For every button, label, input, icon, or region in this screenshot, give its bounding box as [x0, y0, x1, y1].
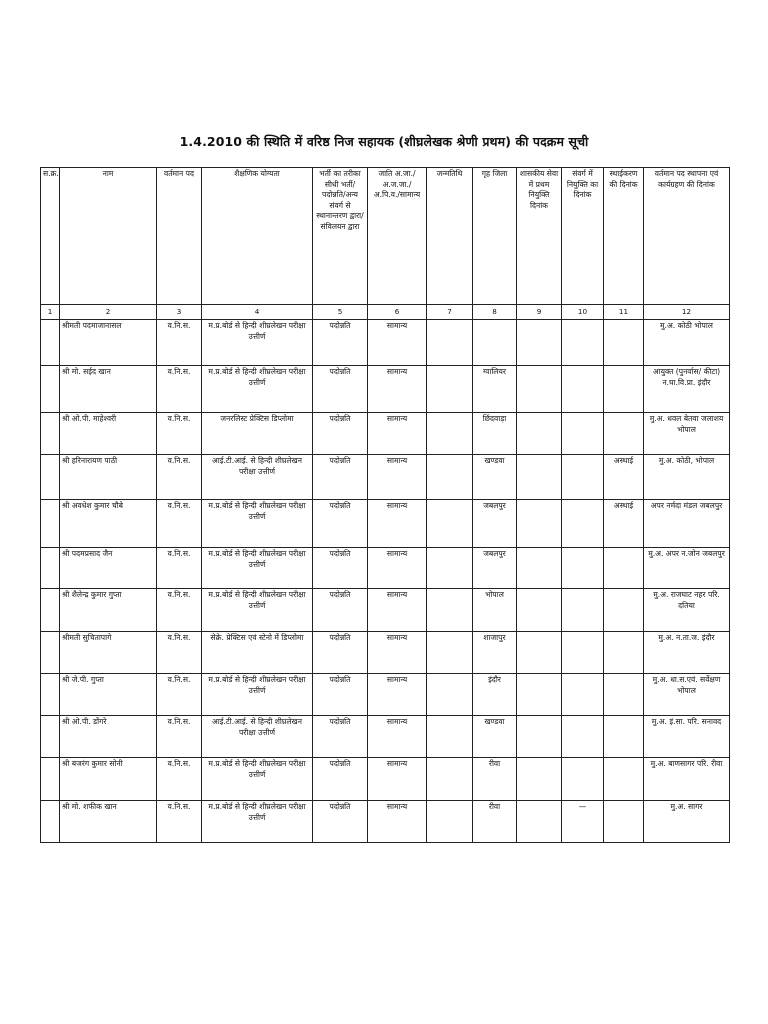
row-caste: सामान्य: [368, 589, 427, 632]
row-dob: [427, 500, 473, 548]
row-serial-number: [41, 500, 60, 548]
row-current-posting: मु.अ. धा.स.एवं. सर्वेक्षण भोपाल: [644, 674, 730, 716]
row-current-post: व.नि.स.: [157, 413, 202, 455]
row-caste: सामान्य: [368, 500, 427, 548]
row-recruitment-method: पदोन्नति: [313, 632, 368, 674]
row-name: श्री अवधेश कुमार चौबे: [60, 500, 157, 548]
table-row: [41, 500, 730, 548]
row-qualification: आई.टी.आई. से हिन्दी शीघ्रलेखन परीक्षा उत्तीर्ण: [202, 455, 313, 500]
row-serial-number: [41, 366, 60, 413]
row-cadre-appointment: [562, 455, 604, 500]
header-cell-current-posting: वर्तमान पद स्थापना एवं कार्यग्रहण की दिनांक: [644, 168, 730, 305]
row-caste: सामान्य: [368, 320, 427, 366]
row-name: श्री हरिनारायण पाठी: [60, 455, 157, 500]
row-caste: सामान्य: [368, 716, 427, 758]
column-number: 4: [202, 305, 313, 320]
row-name: श्री मो. सईद खान: [60, 366, 157, 413]
row-cadre-appointment: [562, 589, 604, 632]
row-first-appointment: [517, 366, 562, 413]
row-home-district: खण्डवा: [473, 716, 517, 758]
header-cell-caste: जाति अ.जा./अ.ज.जा./अ.पि.व./सामान्य: [368, 168, 427, 305]
table-row: [41, 320, 730, 366]
row-cadre-appointment: [562, 500, 604, 548]
row-cadre-appointment: [562, 632, 604, 674]
row-current-post: व.नि.स.: [157, 632, 202, 674]
table-row: [41, 632, 730, 674]
header-cell-home-district: गृह जिला: [473, 168, 517, 305]
column-number: 9: [517, 305, 562, 320]
row-home-district: जबलपुर: [473, 500, 517, 548]
row-home-district: [473, 320, 517, 366]
row-confirmation: अस्थाई: [604, 500, 644, 548]
row-serial-number: [41, 413, 60, 455]
row-first-appointment: [517, 500, 562, 548]
header-cell-post: वर्तमान पद: [157, 168, 202, 305]
row-qualification: म.प्र.बोर्ड से हिन्दी शीघ्रलेखन परीक्षा उत्तीर्ण: [202, 758, 313, 801]
header-cell-sno: स.क्र.: [41, 168, 60, 305]
row-current-post: व.नि.स.: [157, 716, 202, 758]
row-dob: [427, 589, 473, 632]
row-home-district: रीवा: [473, 758, 517, 801]
row-dob: [427, 455, 473, 500]
row-recruitment-method: पदोन्नति: [313, 455, 368, 500]
row-first-appointment: [517, 758, 562, 801]
row-qualification: म.प्र.बोर्ड से हिन्दी शीघ्रलेखन परीक्षा उत्तीर्ण: [202, 674, 313, 716]
table-row: [41, 455, 730, 500]
table-row: [41, 413, 730, 455]
column-number: 11: [604, 305, 644, 320]
row-cadre-appointment: [562, 320, 604, 366]
row-caste: सामान्य: [368, 632, 427, 674]
row-current-post: व.नि.स.: [157, 589, 202, 632]
row-current-post: व.नि.स.: [157, 801, 202, 843]
header-cell-name: नाम: [60, 168, 157, 305]
row-qualification: म.प्र.बोर्ड से हिन्दी शीघ्रलेखन परीक्षा उत्तीर्ण: [202, 500, 313, 548]
header-cell-cadre-appointment: संवर्ग में नियुक्ति का दिनांक: [562, 168, 604, 305]
seniority-list-table: [40, 167, 730, 843]
row-current-post: व.नि.स.: [157, 548, 202, 589]
row-recruitment-method: पदोन्नति: [313, 366, 368, 413]
table-row: [41, 801, 730, 843]
row-caste: सामान्य: [368, 548, 427, 589]
header-cell-confirmation: स्थाईकरण की दिनांक: [604, 168, 644, 305]
table-row: [41, 366, 730, 413]
column-number: 10: [562, 305, 604, 320]
row-serial-number: [41, 589, 60, 632]
row-dob: [427, 716, 473, 758]
row-qualification: म.प्र.बोर्ड से हिन्दी शीघ्रलेखन परीक्षा उत्तीर्ण: [202, 801, 313, 843]
page-title: 1.4.2010 की स्थिति में वरिष्ठ निज सहायक (शीघ्रलेखक श्रेणी प्रथम) की पदक्रम सूची: [179, 134, 589, 149]
column-number: 2: [60, 305, 157, 320]
row-first-appointment: [517, 320, 562, 366]
row-confirmation: [604, 632, 644, 674]
row-cadre-appointment: [562, 548, 604, 589]
row-name: श्री पदमप्रसाद जैन: [60, 548, 157, 589]
row-dob: [427, 366, 473, 413]
row-current-post: व.नि.स.: [157, 320, 202, 366]
row-current-post: व.नि.स.: [157, 674, 202, 716]
column-number: 12: [644, 305, 730, 320]
row-first-appointment: [517, 801, 562, 843]
row-dob: [427, 674, 473, 716]
row-first-appointment: [517, 589, 562, 632]
header-row: [41, 168, 730, 305]
row-current-posting: आयुक्त (पुनर्वास/ कीटा) न.घा.वि.प्रा. इंदौर: [644, 366, 730, 413]
row-current-posting: अपर नर्मदा मंडल जबलपुर: [644, 500, 730, 548]
row-qualification: म.प्र.बोर्ड से हिन्दी शीघ्रलेखन परीक्षा उत्तीर्ण: [202, 366, 313, 413]
row-qualification: आई.टी.आई. से हिन्दी शीघ्रलेखन परीक्षा उत्तीर्ण: [202, 716, 313, 758]
row-current-post: व.नि.स.: [157, 758, 202, 801]
row-cadre-appointment: —: [562, 801, 604, 843]
row-first-appointment: [517, 674, 562, 716]
header-cell-first-appointment: शासकीय सेवा में प्रथम नियुक्ति दिनांक: [517, 168, 562, 305]
header-cell-qualification: शैक्षणिक योग्यता: [202, 168, 313, 305]
table-row: [41, 758, 730, 801]
row-caste: सामान्य: [368, 801, 427, 843]
row-recruitment-method: पदोन्नति: [313, 674, 368, 716]
row-confirmation: [604, 716, 644, 758]
row-first-appointment: [517, 548, 562, 589]
row-confirmation: [604, 413, 644, 455]
row-dob: [427, 632, 473, 674]
row-serial-number: [41, 455, 60, 500]
row-home-district: शाजापुर: [473, 632, 517, 674]
column-number-row: [41, 305, 730, 320]
row-name: श्रीमती सुचितापागे: [60, 632, 157, 674]
row-name: श्री ओ.पी. माहेश्वरी: [60, 413, 157, 455]
row-dob: [427, 801, 473, 843]
row-serial-number: [41, 632, 60, 674]
row-recruitment-method: पदोन्नति: [313, 413, 368, 455]
row-caste: सामान्य: [368, 674, 427, 716]
row-dob: [427, 548, 473, 589]
row-current-posting: मु.अ. सागर: [644, 801, 730, 843]
row-serial-number: [41, 801, 60, 843]
row-current-posting: मु.अ. कोठी भोपाल: [644, 320, 730, 366]
row-home-district: इंदौर: [473, 674, 517, 716]
row-home-district: खण्डवा: [473, 455, 517, 500]
row-qualification: म.प्र.बोर्ड से हिन्दी शीघ्रलेखन परीक्षा उत्तीर्ण: [202, 589, 313, 632]
header-cell-recruitment-method: भर्ती का तरीका सीधी भर्ती/पदोन्नति/अन्य संवर्ग से स्थानान्तरण द्वारा/संविलयन द्वारा: [313, 168, 368, 305]
row-current-posting: मु.अ. धवल बेतवा जलाशय भोपाल: [644, 413, 730, 455]
row-confirmation: [604, 320, 644, 366]
row-confirmation: [604, 674, 644, 716]
row-serial-number: [41, 548, 60, 589]
row-home-district: ग्वालियर: [473, 366, 517, 413]
row-confirmation: [604, 366, 644, 413]
row-dob: [427, 413, 473, 455]
row-caste: सामान्य: [368, 455, 427, 500]
row-confirmation: [604, 801, 644, 843]
table-row: [41, 589, 730, 632]
row-current-post: व.नि.स.: [157, 366, 202, 413]
row-current-posting: मु.अ. कोठी, भोपाल: [644, 455, 730, 500]
row-caste: सामान्य: [368, 366, 427, 413]
row-home-district: भोपाल: [473, 589, 517, 632]
row-dob: [427, 320, 473, 366]
row-caste: सामान्य: [368, 413, 427, 455]
row-home-district: जबलपुर: [473, 548, 517, 589]
row-serial-number: [41, 320, 60, 366]
row-qualification: जनरलिस्ट प्रेक्टिस डिप्लोमा: [202, 413, 313, 455]
row-qualification: म.प्र.बोर्ड से हिन्दी शीघ्रलेखन परीक्षा उत्तीर्ण: [202, 548, 313, 589]
row-cadre-appointment: [562, 758, 604, 801]
row-name: श्री ओ.पी. डोंगरे: [60, 716, 157, 758]
row-current-posting: मु.अ. राजघाट नहर परि. दतिया: [644, 589, 730, 632]
row-first-appointment: [517, 632, 562, 674]
row-home-district: छिंदवाड़ा: [473, 413, 517, 455]
row-cadre-appointment: [562, 413, 604, 455]
row-current-posting: मु.अ. अपर न.जोन जबलपुर: [644, 548, 730, 589]
row-serial-number: [41, 758, 60, 801]
row-confirmation: अस्थाई: [604, 455, 644, 500]
row-home-district: रीवा: [473, 801, 517, 843]
row-recruitment-method: पदोन्नति: [313, 548, 368, 589]
row-cadre-appointment: [562, 366, 604, 413]
row-recruitment-method: पदोन्नति: [313, 758, 368, 801]
row-serial-number: [41, 716, 60, 758]
row-name: श्रीमती पदमाजानासल: [60, 320, 157, 366]
row-name: श्री शैलेन्द्र कुमार गुप्ता: [60, 589, 157, 632]
row-current-posting: मु.अ. बाणसागर परि. रीवा: [644, 758, 730, 801]
column-number: 8: [473, 305, 517, 320]
row-caste: सामान्य: [368, 758, 427, 801]
row-first-appointment: [517, 413, 562, 455]
row-recruitment-method: पदोन्नति: [313, 716, 368, 758]
table-row: [41, 716, 730, 758]
row-name: श्री मो. शफीक खान: [60, 801, 157, 843]
row-name: श्री जे.पी. गुप्ता: [60, 674, 157, 716]
row-recruitment-method: पदोन्नति: [313, 801, 368, 843]
row-recruitment-method: पदोन्नति: [313, 320, 368, 366]
row-current-post: व.नि.स.: [157, 500, 202, 548]
row-current-posting: मु.अ. इं.सा. परि. सनावद: [644, 716, 730, 758]
row-confirmation: [604, 548, 644, 589]
row-first-appointment: [517, 716, 562, 758]
row-confirmation: [604, 589, 644, 632]
row-recruitment-method: पदोन्नति: [313, 500, 368, 548]
column-number: 7: [427, 305, 473, 320]
row-cadre-appointment: [562, 716, 604, 758]
column-number: 1: [41, 305, 60, 320]
column-number: 5: [313, 305, 368, 320]
table-row: [41, 674, 730, 716]
column-number: 3: [157, 305, 202, 320]
row-current-posting: मु.अ. न.ता.ज. इंदौर: [644, 632, 730, 674]
table-row: [41, 548, 730, 589]
row-cadre-appointment: [562, 674, 604, 716]
column-number: 6: [368, 305, 427, 320]
row-recruitment-method: पदोन्नति: [313, 589, 368, 632]
header-cell-dob: जन्मतिथि: [427, 168, 473, 305]
row-confirmation: [604, 758, 644, 801]
row-first-appointment: [517, 455, 562, 500]
row-serial-number: [41, 674, 60, 716]
row-name: श्री बजरंग कुमार सोनी: [60, 758, 157, 801]
row-qualification: सेक्रे. प्रेक्टिस एवं स्टेनो में डिप्लोमा: [202, 632, 313, 674]
row-qualification: म.प्र.बोर्ड से हिन्दी शीघ्रलेखन परीक्षा उत्तीर्ण: [202, 320, 313, 366]
row-current-post: व.नि.स.: [157, 455, 202, 500]
row-dob: [427, 758, 473, 801]
